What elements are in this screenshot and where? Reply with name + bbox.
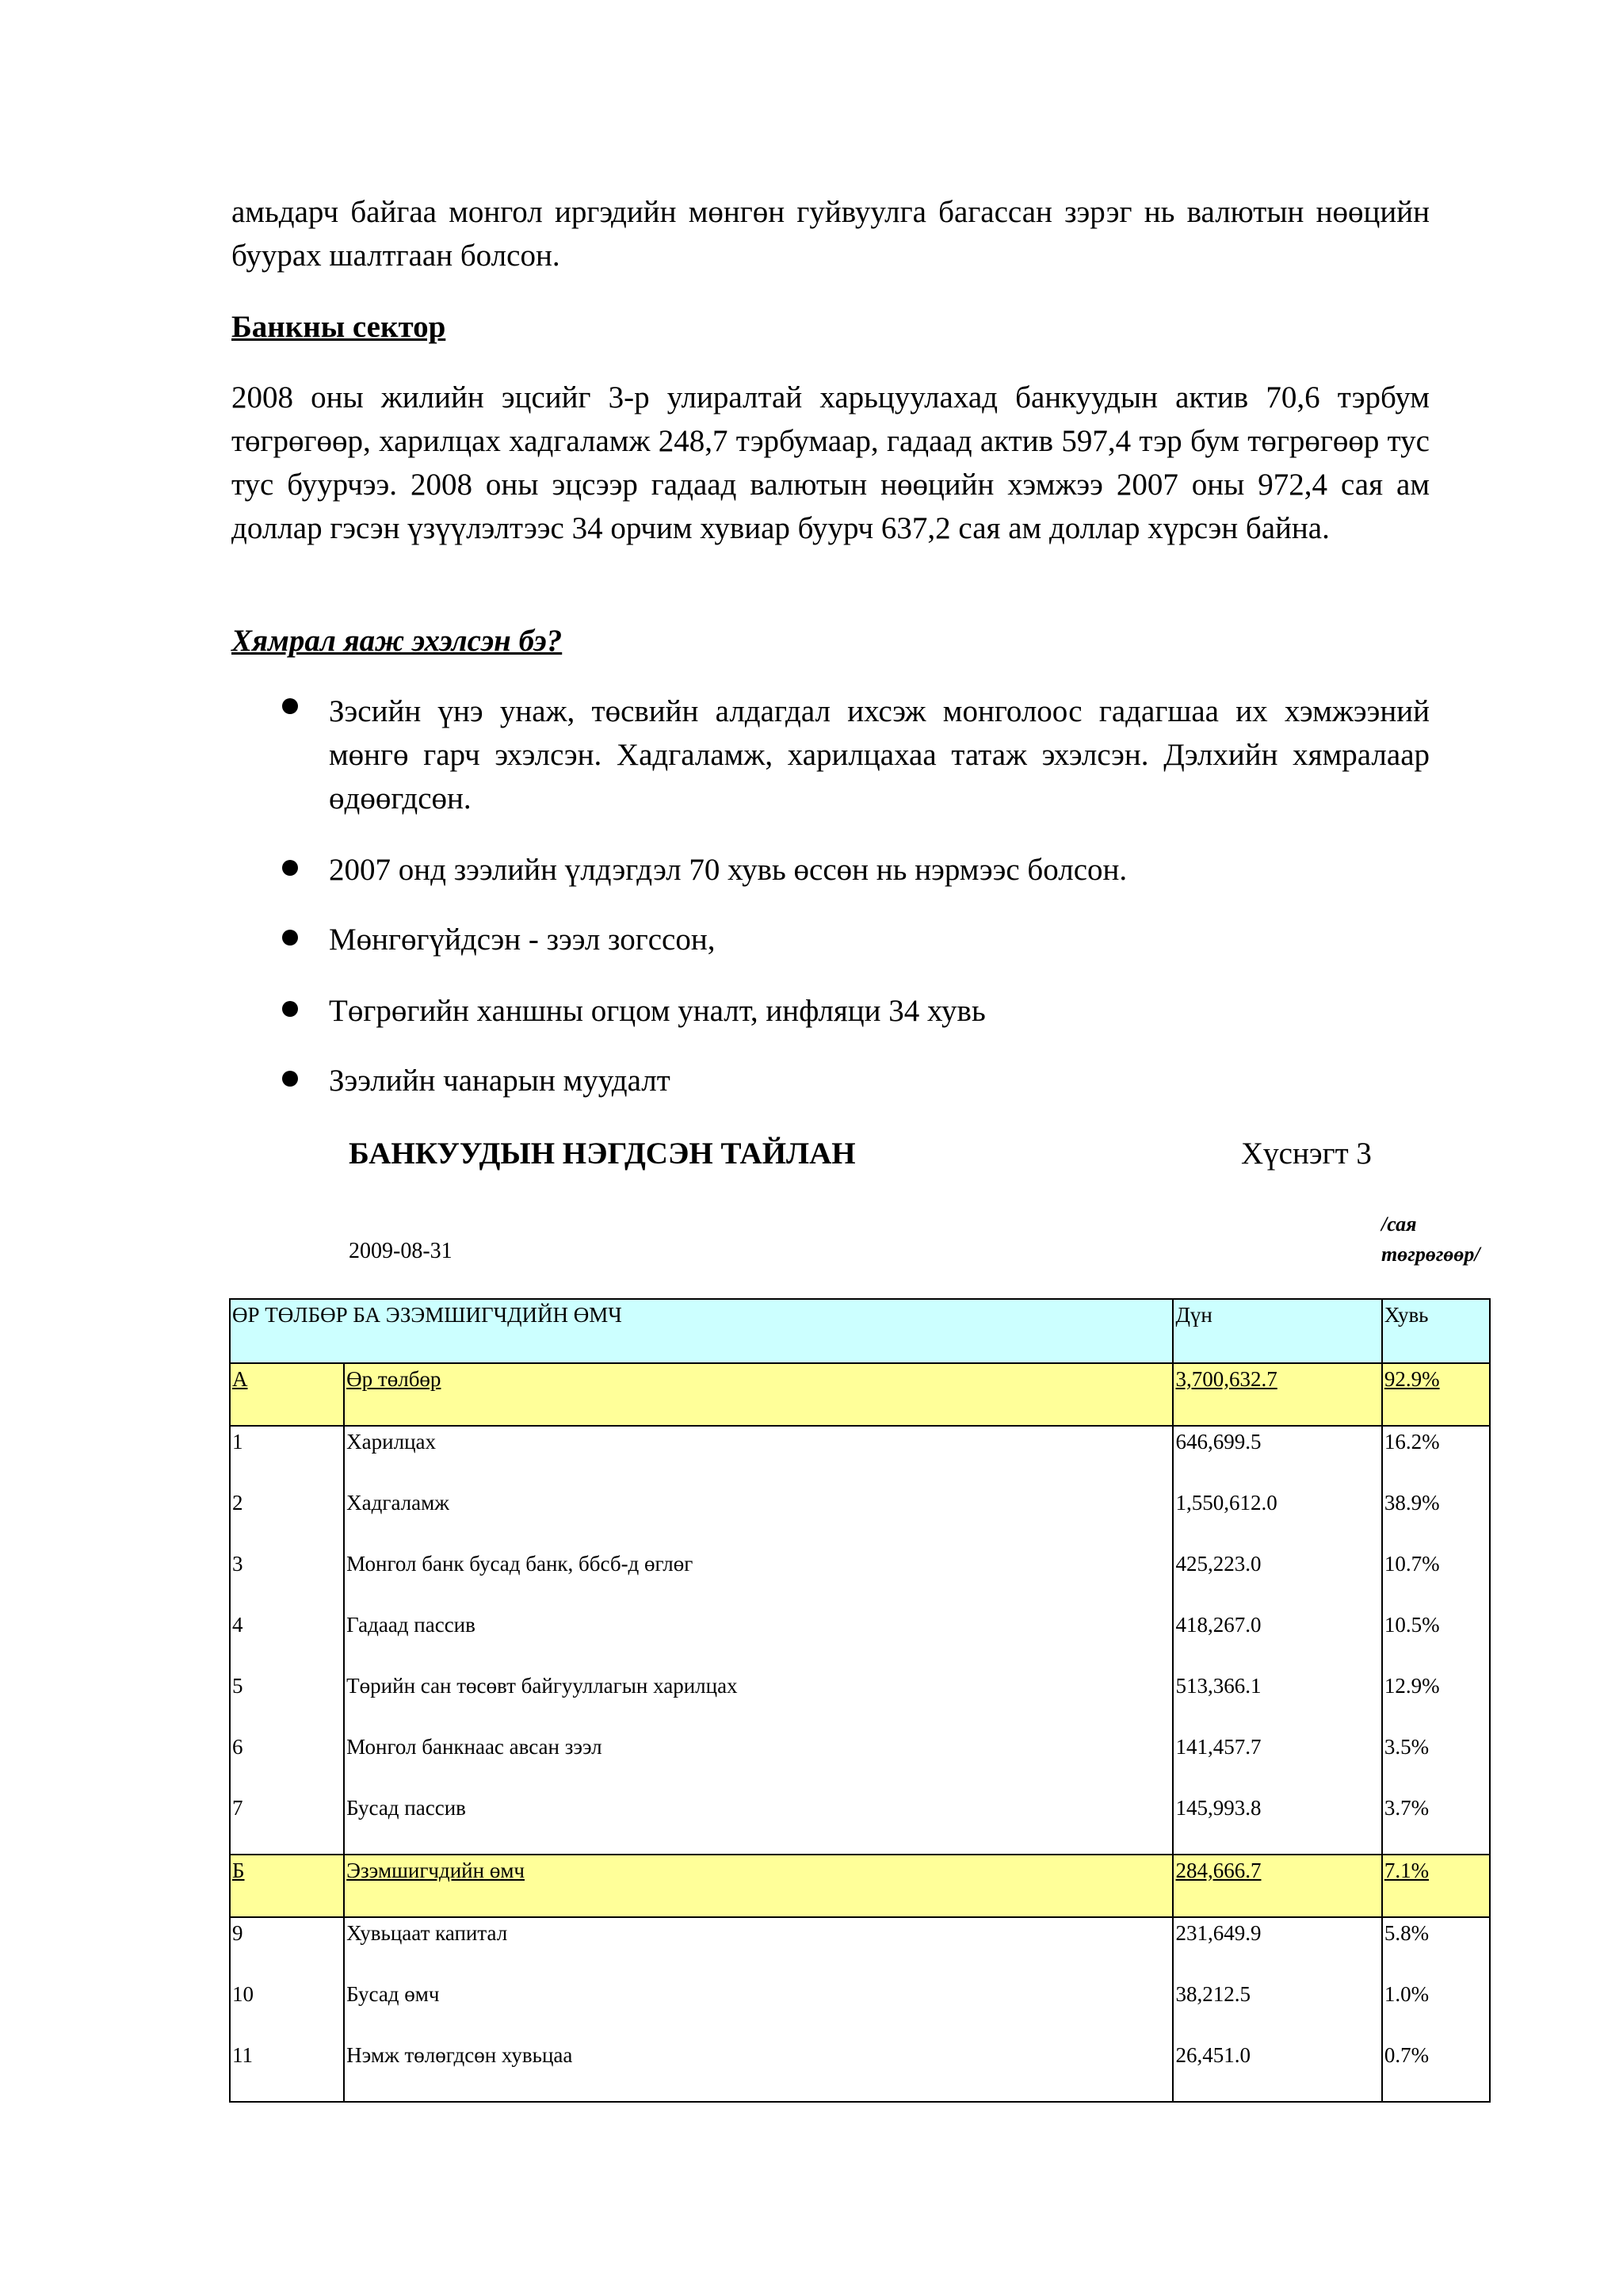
- header-section: ӨР ТӨЛБӨР БА ЭЗЭМШИГЧДИЙН ӨМЧ: [230, 1299, 1173, 1363]
- row-amount: 3,700,632.7: [1173, 1363, 1381, 1426]
- bullet-icon: [282, 1071, 298, 1087]
- row-name: Нэмж төлөгдсөн хувьцаа: [344, 2040, 1173, 2102]
- table-row: [230, 2040, 1490, 2102]
- row-percent: 1.0%: [1382, 1979, 1490, 2040]
- row-code: 3: [230, 1549, 344, 1610]
- row-name: Гадаад пассив: [344, 1610, 1173, 1671]
- bullet-icon: [282, 930, 298, 946]
- row-name: Эзэмшигчдийн өмч: [344, 1855, 1173, 1917]
- row-amount: 646,699.5: [1173, 1426, 1381, 1488]
- row-amount: 418,267.0: [1173, 1610, 1381, 1671]
- row-name: Хувьцаат капитал: [344, 1917, 1173, 1979]
- row-code: Б: [230, 1855, 344, 1917]
- row-amount: 145,993.8: [1173, 1793, 1381, 1855]
- row-name: Бусад өмч: [344, 1979, 1173, 2040]
- report-title: БАНКУУДЫН НЭГДСЭН ТАЙЛАН: [349, 1137, 856, 1171]
- crisis-heading: Хямрал яаж эхэлсэн бэ?: [231, 624, 563, 658]
- row-code: 11: [230, 2040, 344, 2102]
- row-code: 2: [230, 1488, 344, 1549]
- report-unit: /сая төгрөгөөр/: [1381, 1213, 1480, 1266]
- row-percent: 12.9%: [1382, 1671, 1490, 1732]
- row-amount: 1,550,612.0: [1173, 1488, 1381, 1549]
- row-amount: 425,223.0: [1173, 1549, 1381, 1610]
- bullet-icon: [282, 698, 298, 714]
- row-percent: 3.7%: [1382, 1793, 1490, 1855]
- row-code: 7: [230, 1793, 344, 1855]
- row-code: 4: [230, 1610, 344, 1671]
- row-percent: 0.7%: [1382, 2040, 1490, 2102]
- row-percent: 38.9%: [1382, 1488, 1490, 1549]
- row-amount: 141,457.7: [1173, 1732, 1381, 1793]
- table-label: Хүснэгт 3: [1241, 1137, 1372, 1171]
- table-row: [230, 1610, 1490, 1671]
- row-code: 5: [230, 1671, 344, 1732]
- row-percent: 10.7%: [1382, 1549, 1490, 1610]
- table-row: [230, 1793, 1490, 1855]
- row-name: Өр төлбөр: [344, 1363, 1173, 1426]
- crisis-bullet-4: Төгрөгийн ханшны огцом уналт, инфляци 34 хувь: [329, 994, 986, 1028]
- table-row: [230, 1732, 1490, 1793]
- table-group-row: [230, 1855, 1490, 1917]
- table-row: [230, 1671, 1490, 1732]
- row-percent: 5.8%: [1382, 1917, 1490, 1979]
- bank-report-table: [229, 1298, 1491, 2103]
- table-row: [230, 1488, 1490, 1549]
- bank-sector-heading: Банкны сектор: [231, 310, 446, 344]
- row-amount: 513,366.1: [1173, 1671, 1381, 1732]
- intro-paragraph: амьдарч байгаа монгол иргэдийн мөнгөн гуйвуулга багассан зэрэг нь валютын нөөцийн буурах шалтгаан болсон.: [231, 195, 1430, 273]
- row-name: Харилцах: [344, 1426, 1173, 1488]
- row-amount: 38,212.5: [1173, 1979, 1381, 2040]
- table-row: [230, 1426, 1490, 1488]
- row-percent: 3.5%: [1382, 1732, 1490, 1793]
- crisis-bullet-5: Зээлийн чанарын муудалт: [329, 1064, 670, 1098]
- row-name: Монгол банк бусад банк, ббсб-д өглөг: [344, 1549, 1173, 1610]
- row-code: 6: [230, 1732, 344, 1793]
- row-percent: 10.5%: [1382, 1610, 1490, 1671]
- crisis-bullet-1: Зэсийн үнэ унаж, төсвийн алдагдал ихсэж монголоос гадагшаа их хэмжээний мөнгө гарч эхэлсэн. Хадгаламж, харилцахаа татаж эхэлсэн. Дэлхийн хямралаар өдөөгдсөн.: [329, 694, 1430, 816]
- row-amount: 284,666.7: [1173, 1855, 1381, 1917]
- table-row: [230, 1917, 1490, 1979]
- table-group-row: [230, 1363, 1490, 1426]
- row-name: Бусад пассив: [344, 1793, 1173, 1855]
- row-code: 10: [230, 1979, 344, 2040]
- row-code: А: [230, 1363, 344, 1426]
- table-row: [230, 1979, 1490, 2040]
- table-header-row: [230, 1299, 1490, 1363]
- bank-sector-paragraph: 2008 оны жилийн эцсийг 3-р улиралтай харьцуулахад банкуудын актив 70,6 тэрбум төгрөгөөр, харилцах хадгаламж 248,7 тэрбумаар, гадаад актив 597,4 тэр бум төгрөгөөр тус тус буурчээ. 2008 оны эцсээр гадаад валютын нөөцийн хэмжээ 2007 оны 972,4 сая ам доллар гэсэн үзүүлэлтээс 34 орчим хувиар буурч 637,2 сая ам доллар хүрсэн байна.: [231, 380, 1430, 545]
- row-percent: 7.1%: [1382, 1855, 1490, 1917]
- row-name: Төрийн сан төсөвт байгууллагын харилцах: [344, 1671, 1173, 1732]
- row-amount: 231,649.9: [1173, 1917, 1381, 1979]
- row-code: 1: [230, 1426, 344, 1488]
- row-percent: 16.2%: [1382, 1426, 1490, 1488]
- row-amount: 26,451.0: [1173, 2040, 1381, 2102]
- bullet-icon: [282, 860, 298, 876]
- table-row: [230, 1549, 1490, 1610]
- report-date: 2009-08-31: [349, 1239, 453, 1263]
- crisis-bullet-2: 2007 онд зээлийн үлдэгдэл 70 хувь өссөн нь нэрмээс болсон.: [329, 853, 1128, 887]
- bullet-icon: [282, 1001, 298, 1017]
- row-name: Хадгаламж: [344, 1488, 1173, 1549]
- crisis-bullet-3: Мөнгөгүйдсэн - зээл зогссон,: [329, 923, 716, 957]
- row-name: Монгол банкнаас авсан зээл: [344, 1732, 1173, 1793]
- header-amount: Дүн: [1173, 1299, 1381, 1363]
- row-code: 9: [230, 1917, 344, 1979]
- header-percent: Хувь: [1382, 1299, 1490, 1363]
- row-percent: 92.9%: [1382, 1363, 1490, 1426]
